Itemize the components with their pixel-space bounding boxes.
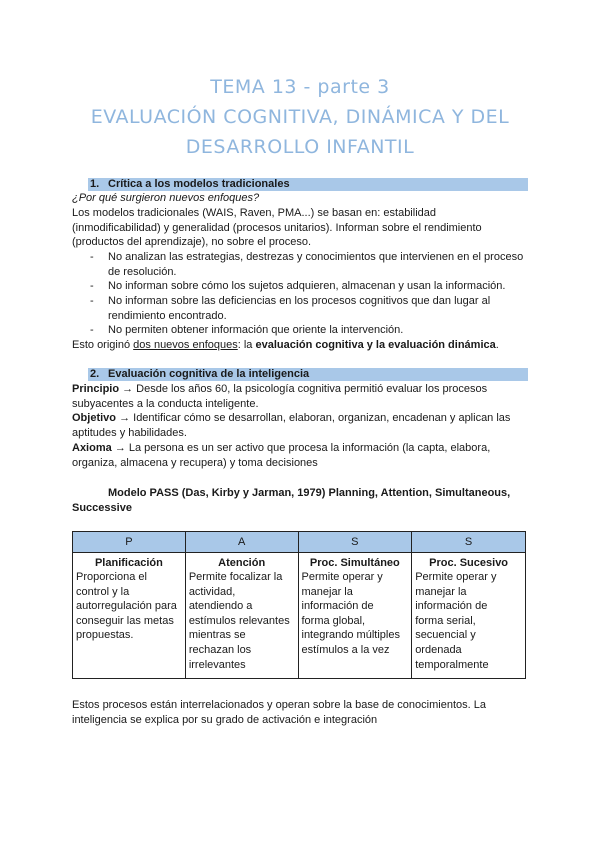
pass-letter-a: A: [185, 532, 298, 553]
cell-line: secuencial y: [415, 629, 476, 642]
section-1-title: Crítica a los modelos tradicionales: [108, 178, 290, 190]
objetivo-line-1: [72, 411, 534, 426]
section-2-heading: [88, 368, 528, 381]
bullet-dash: -: [90, 251, 94, 263]
pass-table: [72, 531, 526, 679]
page-title-line-2: EVALUACIÓN COGNITIVA, DINÁMICA Y DEL: [90, 106, 510, 128]
pass-cell-atencion: [185, 553, 298, 679]
cell-line: conseguir las metas: [76, 614, 174, 627]
pass-cell-body: [73, 570, 185, 649]
axioma-line-2: organiza, almacena y recupera) y toma decisiones: [72, 457, 318, 469]
cell-line: información de: [301, 600, 374, 613]
cell-line: Proporciona el: [76, 571, 147, 583]
section-1-conclusion: [72, 338, 534, 353]
section-2-number: 2.: [90, 368, 100, 380]
principio-text: → Desde los años 60, la psicología cognitiva permitió evaluar los procesos: [122, 383, 488, 395]
pass-letters-row: [73, 532, 526, 553]
axioma-label: Axioma: [72, 442, 112, 454]
cell-line: propuestas.: [76, 629, 134, 642]
section-1-heading: [88, 178, 528, 191]
conclusion-underlined: dos nuevos enfoques: [133, 339, 238, 351]
list-item-line-2: rendimiento encontrado.: [108, 309, 227, 322]
pass-letter-s2: S: [412, 532, 526, 553]
section-1-intro-line-3: (productos del aprendizaje), no sobre el proceso.: [72, 236, 312, 248]
principio-label: Principio: [72, 383, 120, 395]
cell-line: Permite focalizar la: [188, 571, 283, 583]
section-1-question: ¿Por qué surgieron nuevos enfoques?: [72, 192, 260, 204]
closing-line-1: Estos procesos están interrelacionados y operan sobre la base de conocimientos. La: [72, 699, 486, 711]
section-2-title: Evaluación cognitiva de la inteligencia: [108, 368, 310, 380]
closing-line-2: inteligencia se explica por su grado de activación e integración: [72, 714, 378, 726]
objetivo-line-2: aptitudes y habilidades.: [72, 427, 187, 439]
cell-line: atendiendo a: [188, 600, 253, 613]
axioma-text: → La persona es un ser activo que procesa la información (la capta, elabora,: [114, 442, 491, 454]
cell-line: estímulos a la vez: [301, 643, 390, 656]
cell-line: temporalmente: [415, 658, 489, 671]
cell-line: integrando múltiples: [301, 629, 400, 642]
cell-line: actividad,: [188, 585, 236, 598]
axioma-line-1: [72, 441, 534, 456]
pass-letter-p: P: [73, 532, 186, 553]
section-1-intro-line-1: Los modelos tradicionales (WAIS, Raven, PMA...) se basan en: estabilidad: [72, 207, 436, 219]
pass-cell-body: [412, 570, 525, 678]
pass-cell-sucesivo: [412, 553, 526, 679]
bullet-dash: -: [90, 280, 94, 292]
list-item-line-1: No informan sobre cómo los sujetos adquieren, almacenan y usan la información.: [108, 280, 506, 292]
page-title-line-3: DESARROLLO INFANTIL: [185, 136, 415, 158]
cell-line: irrelevantes: [188, 658, 246, 671]
pass-model-title-line-1: Modelo PASS (Das, Kirby y Jarman, 1979) Planning, Attention, Simultaneous,: [108, 487, 511, 499]
cell-line: manejar la: [301, 585, 353, 598]
pass-letter-s1: S: [298, 532, 412, 553]
pass-cell-head: Proc. Sucesivo: [429, 557, 509, 569]
cell-line: Permite operar y: [301, 571, 383, 583]
cell-line: estímulos relevantes: [188, 614, 290, 627]
principio-line-1: [72, 382, 534, 397]
pass-model-title-line-2: Successive: [72, 502, 132, 514]
cell-line: control y la: [76, 585, 130, 598]
pass-content-row: [73, 553, 526, 679]
pass-cell-planificacion: [73, 553, 186, 679]
conclusion-end: .: [495, 339, 499, 351]
pass-cell-simultaneo: [298, 553, 412, 679]
pass-cell-body: [186, 570, 298, 678]
objetivo-label: Objetivo: [72, 412, 117, 424]
pass-cell-head: Atención: [218, 557, 266, 569]
cell-line: rechazan los: [188, 643, 252, 656]
list-item-line-1: No permiten obtener información que oriente la intervención.: [108, 324, 404, 336]
bullet-dash: -: [90, 295, 94, 307]
conclusion-mid: : la: [237, 339, 256, 351]
list-item-line-1: No analizan las estrategias, destrezas y conocimientos que intervienen en el proceso: [108, 251, 524, 263]
cell-line: mientras se: [188, 629, 246, 642]
page-title-line-1: TEMA 13 - parte 3: [210, 76, 390, 98]
conclusion-bold: evaluación cognitiva y la evaluación dinámica: [255, 339, 496, 351]
section-1-number: 1.: [90, 178, 100, 190]
cell-line: Permite operar y: [415, 571, 497, 583]
cell-line: información de: [415, 600, 488, 613]
cell-line: ordenada: [415, 643, 462, 656]
pass-cell-head: Proc. Simultáneo: [309, 557, 400, 569]
principio-line-2: subyacentes a la conducta inteligente.: [72, 398, 259, 410]
cell-line: forma global,: [301, 614, 366, 627]
bullet-dash: -: [90, 324, 94, 336]
cell-line: forma serial,: [415, 614, 476, 627]
section-1-intro-line-2: (inmodificabilidad) y generalidad (procesos unitarios). Informan sobre el rendimiento: [72, 222, 482, 234]
cell-line: manejar la: [415, 585, 467, 598]
pass-cell-body: [299, 570, 412, 664]
conclusion-prefix: Esto originó: [72, 339, 134, 351]
pass-cell-head: Planificación: [94, 557, 163, 569]
list-item-line-2: de resolución.: [108, 265, 177, 278]
objetivo-text: → Identificar cómo se desarrollan, elaboran, organizan, encadenan y aplican las: [119, 412, 511, 424]
cell-line: autorregulación para: [76, 600, 177, 613]
list-item-line-1: No informan sobre las deficiencias en los procesos cognitivos que dan lugar al: [108, 295, 491, 307]
